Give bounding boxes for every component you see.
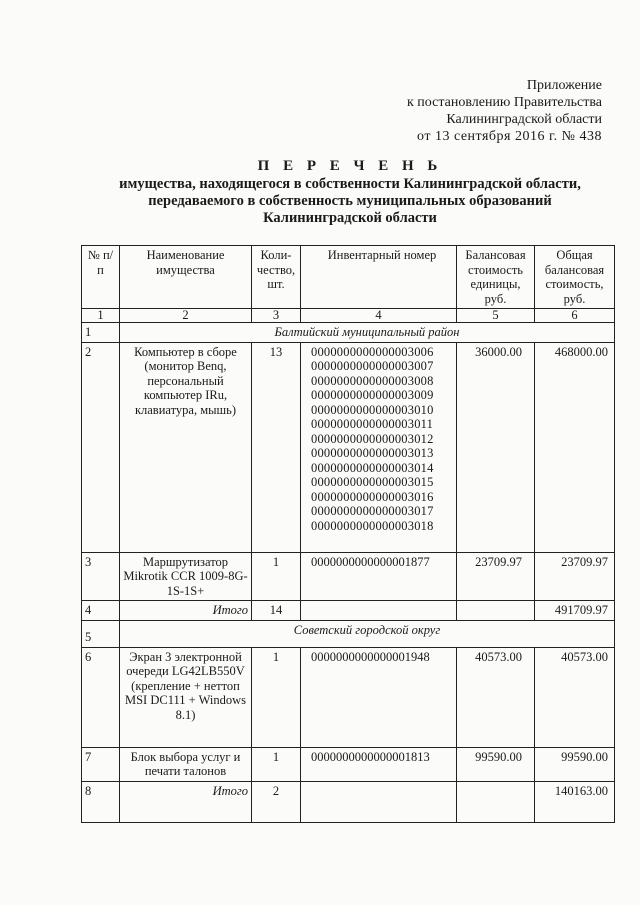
inventory-number: 0000000000000003017: [311, 504, 434, 518]
inventory-number-list: [301, 342, 457, 552]
appendix-line: Приложение: [526, 78, 602, 93]
item-name: Экран 3 электронной очереди LG42LB550V (крепление + неттоп MSI DC111 + Windows 8.1): [120, 647, 252, 747]
table-row: [82, 747, 615, 781]
inventory-number: 0000000000000001813: [301, 747, 457, 781]
item-name: Маршрутизатор Mikrotik CCR 1009-8G-1S-1S+: [120, 552, 252, 601]
inventory-number: 0000000000000003016: [311, 489, 434, 504]
appendix-line: к постановлению Правительства: [406, 95, 602, 110]
inventory-number: 0000000000000001948: [301, 647, 457, 747]
decree-date-number: от 13 сентября 2016 г. № 438: [417, 129, 602, 144]
row-num: 6: [82, 647, 120, 747]
inventory-number: 0000000000000003007: [311, 359, 434, 373]
table-row: [82, 342, 615, 552]
total-row: [82, 601, 615, 621]
appendix-line: Калининградской области: [446, 112, 602, 127]
inventory-number: 0000000000000003013: [311, 446, 434, 460]
empty-cell: [457, 601, 535, 621]
title-heading: П Е Р Е Ч Е Н Ь: [257, 158, 443, 174]
row-num: 4: [82, 601, 120, 621]
inventory-number: 0000000000000003015: [311, 475, 434, 489]
title-line: Калининградской области: [263, 210, 437, 226]
empty-cell: [457, 781, 535, 822]
header-total-cost: Общая балансовая стоимость, руб.: [535, 246, 615, 309]
inventory-number: 0000000000000003008: [311, 373, 434, 388]
item-name: Блок выбора услуг и печати талонов: [120, 747, 252, 781]
empty-cell: [301, 781, 457, 822]
row-num: 2: [82, 342, 120, 552]
document-title: [80, 158, 620, 227]
unit-cost: 23709.97: [457, 552, 535, 601]
property-table: [81, 245, 615, 823]
column-number: 5: [457, 309, 535, 323]
unit-cost: 36000.00: [457, 342, 535, 552]
header-name: Наименование имущества: [120, 246, 252, 309]
appendix-block: [362, 77, 602, 145]
item-qty: 13: [252, 342, 301, 552]
item-qty: 1: [252, 747, 301, 781]
inventory-number: 0000000000000003006: [311, 344, 434, 359]
header-inventory-number: Инвентарный номер: [301, 246, 457, 309]
total-qty: 14: [252, 601, 301, 621]
total-cost: 491709.97: [535, 601, 615, 621]
column-number: 3: [252, 309, 301, 323]
inventory-number: 0000000000000003010: [311, 402, 434, 417]
total-label: Итого: [120, 781, 252, 822]
row-num: 3: [82, 552, 120, 601]
item-name: Компьютер в сборе (монитор Benq, персональный компьютер IRu, клавиатура, мышь): [120, 342, 252, 552]
inventory-number: 0000000000000003011: [311, 417, 434, 431]
header-unit-cost: Балансовая стоимость единицы, руб.: [457, 246, 535, 309]
column-number: 2: [120, 309, 252, 323]
unit-cost: 99590.00: [457, 747, 535, 781]
total-cost: 468000.00: [535, 342, 615, 552]
row-num: 1: [82, 323, 120, 343]
section-row: [82, 323, 615, 343]
row-num: 5: [82, 620, 120, 647]
table-row: [82, 552, 615, 601]
total-cost: 140163.00: [535, 781, 615, 822]
column-number: 6: [535, 309, 615, 323]
inventory-number: 0000000000000003018: [311, 518, 434, 533]
inventory-number: 0000000000000003009: [311, 388, 434, 402]
item-qty: 1: [252, 647, 301, 747]
total-label: Итого: [120, 601, 252, 621]
column-number-row: [82, 309, 615, 323]
total-cost: 99590.00: [535, 747, 615, 781]
total-row: [82, 781, 615, 822]
section-title: Балтийский муниципальный район: [120, 323, 615, 343]
empty-cell: [301, 601, 457, 621]
total-qty: 2: [252, 781, 301, 822]
total-cost: 23709.97: [535, 552, 615, 601]
table-row: [82, 647, 615, 747]
section-row: [82, 620, 615, 647]
header-qty: Коли-чество, шт.: [252, 246, 301, 309]
inventory-number: 0000000000000003012: [311, 431, 434, 446]
title-line: имущества, находящегося в собственности Калининградской области,: [119, 176, 581, 192]
table-header-row: [82, 246, 615, 309]
column-number: 4: [301, 309, 457, 323]
unit-cost: 40573.00: [457, 647, 535, 747]
total-cost: 40573.00: [535, 647, 615, 747]
inventory-number: 0000000000000003014: [311, 460, 434, 475]
column-number: 1: [82, 309, 120, 323]
row-num: 8: [82, 781, 120, 822]
header-num: № п/п: [82, 246, 120, 309]
inventory-number: 0000000000000001877: [301, 552, 457, 601]
section-title: Советский городской округ: [120, 620, 615, 647]
row-num: 7: [82, 747, 120, 781]
item-qty: 1: [252, 552, 301, 601]
title-line: передаваемого в собственность муниципальных образований: [148, 193, 552, 209]
